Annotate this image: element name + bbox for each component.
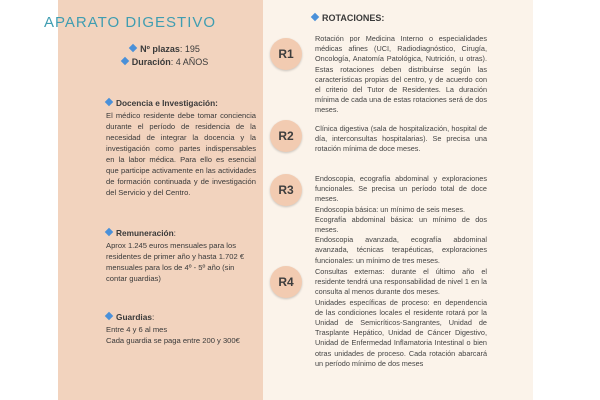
duracion-row — [70, 57, 260, 67]
plazas-label: Nº plazas — [140, 44, 180, 54]
rotation-text-r4: Consultas externas: durante el último año el residente tendrá una responsabilidad de nivel 1 en la consulta al menos durante dos meses. Unidades específicas de proceso: en dependencia de las condiciones locales el residente rotará por la Unidad de Semicríticos-Sangrantes, Unidad de Trasplante Hepático, Unidad de Cáncer Digestivo, Unidad de Enfermedad Inflamatoria Intestinal o bien otras unidades de proceso. Cada rotación abarcará un período mínimo de dos meses — [315, 267, 487, 368]
diamond-bullet-icon — [120, 57, 128, 65]
diamond-bullet-icon — [129, 44, 137, 52]
guardias-section — [106, 312, 256, 346]
guardias-heading: Guardias: — [106, 312, 256, 323]
docencia-section — [106, 98, 256, 198]
remuneracion-heading: Remuneración: — [106, 228, 256, 239]
rotation-badge-r4: R4 — [270, 266, 302, 298]
plazas-row — [70, 44, 260, 54]
page-title: APARATO DIGESTIVO — [44, 14, 217, 31]
duracion-label: Duración — [131, 57, 171, 67]
rotation-text-r2: Clínica digestiva (sala de hospitalización, hospital de día, interconsultas hospitalarias). Se precisa una rotación mínima de doce meses. — [315, 124, 487, 154]
remuneracion-text: Aprox 1.245 euros mensuales para los residentes de primer año y hasta 1.702 € mensuales para los de 4º - 5º año (sin contar guardias) — [106, 241, 245, 283]
diamond-bullet-icon — [311, 13, 319, 21]
rotation-text-r1: Rotación por Medicina Interno o especialidades médicas afines (UCI, Radiodiagnóstico, Cirugía, Oncología, Anatomía Patológica, Nutrición, u otras). Estas rotaciones deben distribuirse según las características propias del centro, y de acuerdo con el criterio del Tutor de Residentes. La duración mínima de cada una de estas rotaciones será de dos meses. — [315, 34, 487, 115]
rotation-text-r3: Endoscopia, ecografía abdominal y exploraciones funcionales. Se precisa un período total de doce meses. Endoscopia básica: un mínimo de seis meses. Ecografía abdominal básica: un mínimo de dos meses. Endoscopia avanzada, ecografía abdominal avanzada, técnicas terapéuticas, exploraciones funcionales: un mínimo de tres meses. — [315, 174, 487, 265]
docencia-heading: Docencia e Investigación: — [106, 98, 256, 109]
docencia-text: El médico residente debe tomar conciencia durante el período de residencia de la necesidad de integrar la docencia y la investigación como partes indispensables en la labor médica. Para ello es esencial que participe activamente en las actividades de formación continuada y de investigación del Servicio y del Centro. — [106, 111, 256, 197]
diamond-bullet-icon — [105, 98, 113, 106]
duracion-value: : 4 AÑOS — [170, 57, 209, 67]
rotation-badge-r1: R1 — [270, 38, 302, 70]
guardias-line1: Entre 4 y 6 al mes — [106, 325, 168, 334]
rotation-badge-r3: R3 — [270, 174, 302, 206]
diamond-bullet-icon — [105, 312, 113, 320]
rotation-badge-r2: R2 — [270, 120, 302, 152]
plazas-value: : 195 — [179, 44, 200, 54]
rotaciones-heading: ROTACIONES: — [312, 13, 384, 23]
diamond-bullet-icon — [105, 228, 113, 236]
guardias-line2: Cada guardia se paga entre 200 y 300€ — [106, 336, 240, 345]
remuneracion-section — [106, 228, 256, 284]
